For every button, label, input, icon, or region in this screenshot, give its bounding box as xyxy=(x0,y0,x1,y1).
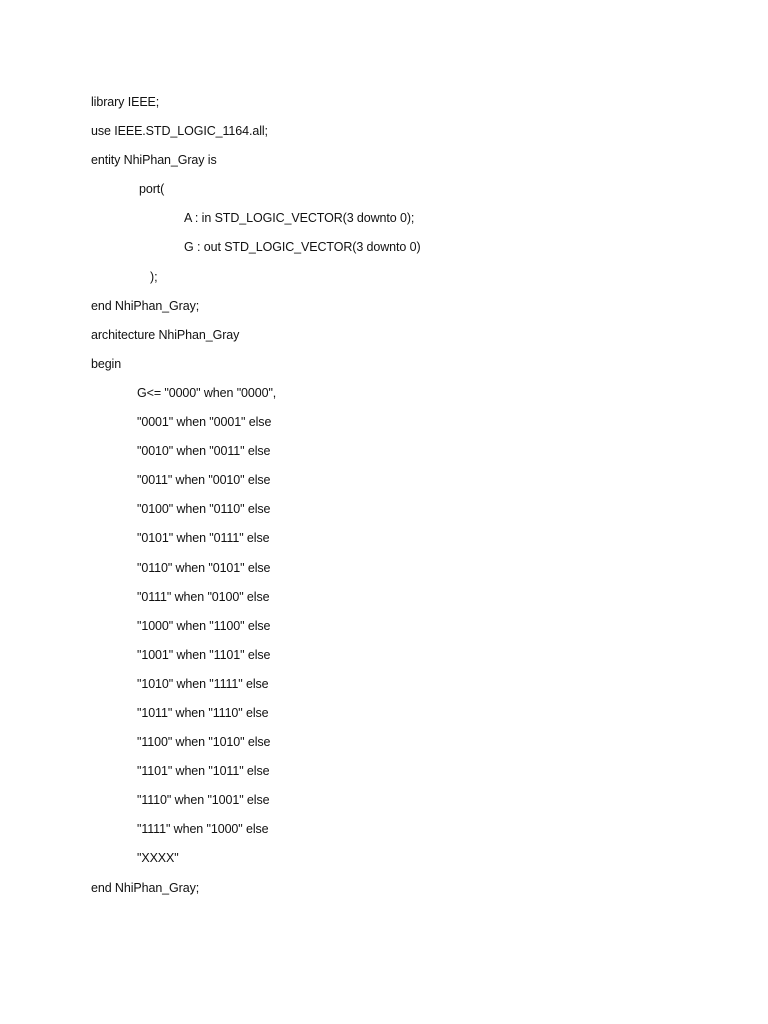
code-line: "1011" when "1110" else xyxy=(137,705,269,720)
code-line: G<= "0000" when "0000", xyxy=(137,385,277,400)
code-line: "0110" when "0101" else xyxy=(137,560,271,575)
code-line: "XXXX" xyxy=(137,851,179,866)
code-line: library IEEE; xyxy=(91,95,160,109)
code-line: begin xyxy=(91,356,122,371)
code-line: "0011" when "0010" else xyxy=(137,473,271,488)
vhdl-code-block xyxy=(91,91,728,906)
code-line: "1100" when "1010" else xyxy=(137,735,271,750)
code-line: "1111" when "1000" else xyxy=(137,822,269,837)
code-line: "1001" when "1101" else xyxy=(137,647,271,662)
code-line: "0001" when "0001" else xyxy=(137,415,272,430)
code-line: use IEEE.STD_LOGIC_1164.all; xyxy=(91,124,268,139)
code-line: "1101" when "1011" else xyxy=(137,764,270,779)
code-line: "0101" when "0111" else xyxy=(137,531,270,546)
code-line: end NhiPhan_Gray; xyxy=(91,298,200,313)
code-line: A : in STD_LOGIC_VECTOR(3 downto 0); xyxy=(184,211,415,226)
code-line: architecture NhiPhan_Gray xyxy=(91,327,240,342)
code-line: "1000" when "1100" else xyxy=(137,618,271,633)
code-line: end NhiPhan_Gray; xyxy=(91,880,200,895)
code-line: "1110" when "1001" else xyxy=(137,793,270,808)
code-line: "0111" when "0100" else xyxy=(137,589,270,604)
code-line: G : out STD_LOGIC_VECTOR(3 downto 0) xyxy=(184,240,421,255)
code-line: "0100" when "0110" else xyxy=(137,502,271,517)
code-line: port( xyxy=(139,182,165,197)
code-line: entity NhiPhan_Gray is xyxy=(91,153,217,168)
code-line: ); xyxy=(150,269,158,284)
code-line: "1010" when "1111" else xyxy=(137,676,269,691)
code-line: "0010" when "0011" else xyxy=(137,444,271,459)
